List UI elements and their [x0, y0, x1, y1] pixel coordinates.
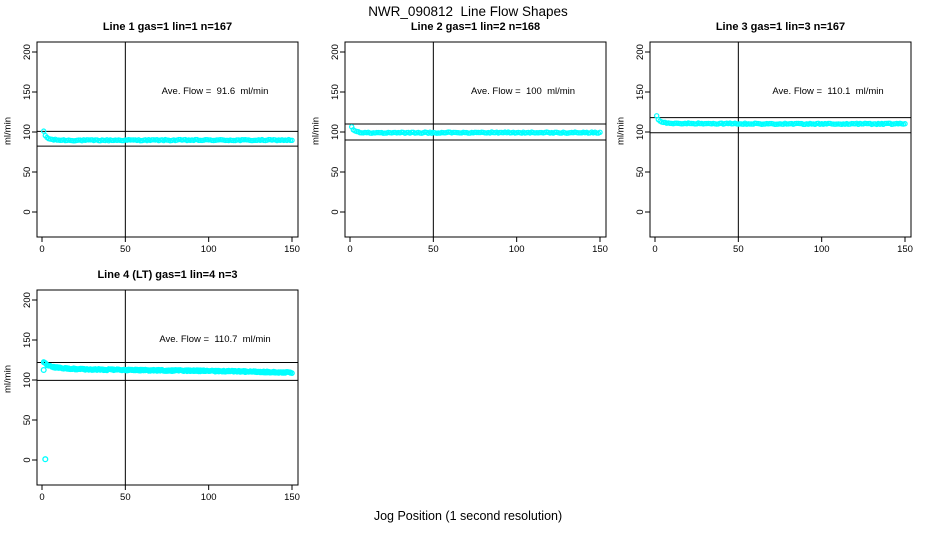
y-tick-label: 100 — [22, 372, 33, 388]
x-tick-label: 150 — [284, 492, 300, 503]
plot-line-3 — [613, 18, 923, 258]
x-tick-label: 50 — [428, 244, 439, 255]
x-tick-label: 50 — [733, 244, 744, 255]
x-tick-label: 150 — [897, 244, 913, 255]
x-tick-label: 0 — [39, 492, 45, 503]
plot-box — [650, 42, 911, 237]
y-tick-label: 50 — [22, 166, 33, 178]
x-tick-label: 50 — [120, 244, 131, 255]
y-tick-label: 150 — [22, 84, 33, 100]
y-tick-label: 0 — [22, 209, 33, 215]
panel-line-3 — [613, 18, 923, 258]
y-tick-label: 100 — [22, 124, 33, 140]
plot-line-2 — [308, 18, 618, 258]
x-tick-label: 100 — [813, 244, 830, 255]
y-tick-label: 0 — [22, 457, 33, 463]
y-tick-label: 50 — [635, 166, 646, 178]
figure-title: NWR_090812 Line Flow Shapes — [368, 4, 568, 19]
plot-line-1 — [0, 18, 310, 258]
panel-line-1 — [0, 18, 310, 258]
ave-flow-annotation-line-3: Ave. Flow = 110.1 ml/min — [772, 86, 884, 97]
data-points — [41, 360, 294, 462]
plot-box — [37, 290, 298, 485]
y-tick-label: 100 — [330, 124, 341, 140]
panel-title-line-1: Line 1 gas=1 lin=1 n=167 — [102, 21, 233, 33]
y-tick-label: 50 — [330, 166, 341, 178]
x-tick-label: 150 — [592, 244, 608, 255]
y-tick-label: 0 — [635, 209, 646, 215]
y-tick-label: 200 — [635, 44, 646, 60]
x-axis-label: Jog Position (1 second resolution) — [373, 509, 563, 523]
y-tick-label: 150 — [635, 84, 646, 100]
panel-title-line-3: Line 3 gas=1 lin=3 n=167 — [715, 21, 846, 33]
x-tick-label: 100 — [200, 492, 217, 503]
x-tick-label: 50 — [120, 492, 131, 503]
y-axis-label-line-4: ml/min — [2, 365, 14, 393]
y-axis-label-line-1: ml/min — [2, 117, 14, 145]
y-axis-label-line-2: ml/min — [310, 117, 322, 145]
y-tick-label: 50 — [22, 414, 33, 426]
ave-flow-annotation-line-1: Ave. Flow = 91.6 ml/min — [161, 86, 269, 97]
data-points — [655, 114, 908, 127]
data-points — [350, 125, 602, 136]
x-tick-label: 100 — [508, 244, 525, 255]
y-tick-label: 200 — [22, 292, 33, 308]
plot-line-4 — [0, 266, 310, 506]
panel-line-4 — [0, 266, 310, 506]
panel-title-line-4: Line 4 (LT) gas=1 lin=4 n=3 — [97, 269, 238, 281]
panel-line-2 — [308, 18, 618, 258]
panel-title-line-2: Line 2 gas=1 lin=2 n=168 — [410, 21, 541, 33]
ave-flow-annotation-line-2: Ave. Flow = 100 ml/min — [470, 86, 576, 97]
outlier-point — [41, 368, 46, 373]
y-tick-label: 100 — [635, 124, 646, 140]
y-tick-label: 200 — [330, 44, 341, 60]
x-tick-label: 0 — [652, 244, 658, 255]
outlier-point — [43, 457, 48, 462]
y-axis-label-line-3: ml/min — [615, 117, 627, 145]
x-tick-label: 0 — [39, 244, 45, 255]
y-tick-label: 200 — [22, 44, 33, 60]
x-tick-label: 0 — [347, 244, 353, 255]
y-tick-label: 0 — [330, 209, 341, 215]
x-tick-label: 100 — [200, 244, 217, 255]
y-tick-label: 150 — [22, 332, 33, 348]
y-tick-label: 150 — [330, 84, 341, 100]
x-tick-label: 150 — [284, 244, 300, 255]
ave-flow-annotation-line-4: Ave. Flow = 110.7 ml/min — [159, 334, 271, 345]
